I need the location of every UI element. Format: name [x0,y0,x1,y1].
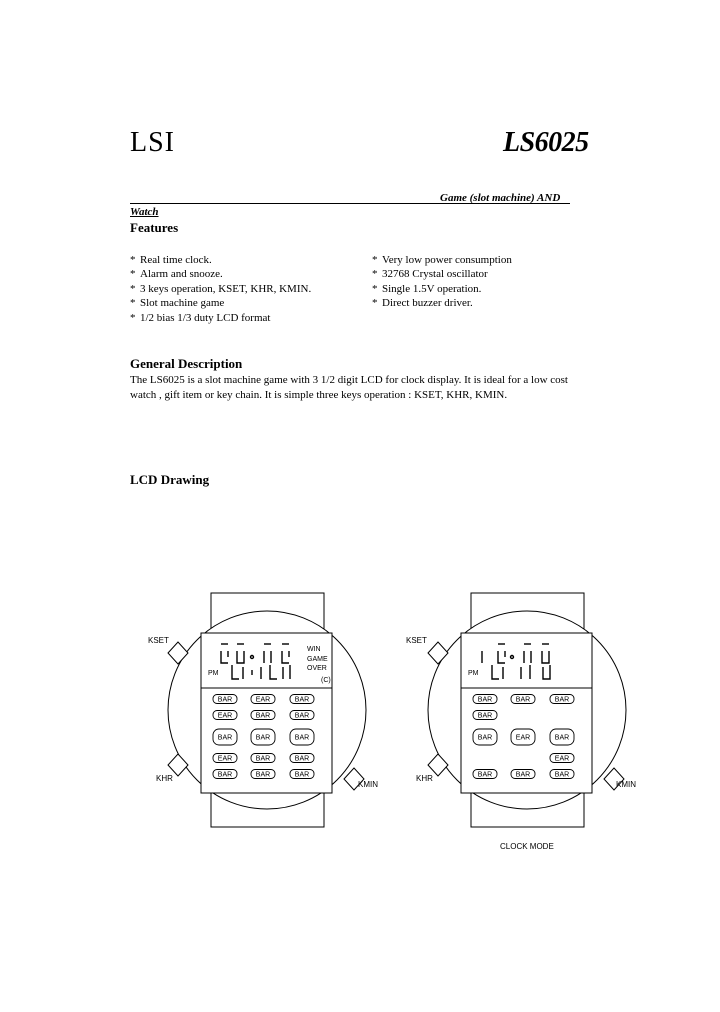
reel-symbol [550,770,574,779]
feature-item: * 3 keys operation, KSET, KHR, KMIN. [130,282,311,296]
reel-symbol [473,770,497,779]
reel-symbol-label: EAR [217,755,233,763]
kmin-label: KMIN [358,780,378,789]
lcd-drawing-heading: LCD Drawing [130,472,210,487]
reel-symbol [550,695,574,704]
kset-label: KSET [148,636,169,645]
reel-symbol [550,729,574,745]
general-description-heading: General Description [130,356,243,371]
reel-symbol [251,695,275,704]
reel-symbol-label: BAR [217,734,233,742]
reel-symbol-label: BAR [255,771,271,779]
reel-symbol-label: EAR [255,696,271,704]
reel-symbol [251,770,275,779]
reel-symbol-label: BAR [554,734,570,742]
khr-label: KHR [416,774,433,783]
lsi-header-left: LSI [130,127,175,158]
clock-mode-caption: CLOCK MODE [500,842,554,851]
general-description-text: The LS6025 is a slot machine game with 3 1/2 digit LCD for clock display. It is ideal for a low cost watch , gift item or key chain. It is simple three keys operation : KSET, KHR, KMIN. [130,374,568,401]
reel-symbol-label: BAR [255,755,271,763]
reel-symbol [511,695,535,704]
feature-item: * 1/2 bias 1/3 duty LCD format [130,311,311,325]
kmin-label: KMIN [616,780,636,789]
features-list-left [130,253,311,325]
pm-indicator: PM [208,670,219,677]
reel-symbol-label: BAR [554,771,570,779]
feature-item: * Direct buzzer driver. [372,296,512,310]
reel-symbol [290,711,314,720]
reel-symbol-label: BAR [477,696,493,704]
reel-symbol [251,711,275,720]
reel-symbol-label: BAR [515,771,531,779]
reel-symbol-label: EAR [515,734,531,742]
reel-symbol-label: BAR [294,734,310,742]
c-indicator: (C) [321,677,331,684]
reel-symbol-label: BAR [294,755,310,763]
reel-symbol-label: BAR [477,771,493,779]
reel-symbol-label: BAR [294,712,310,720]
reel-symbol-label: BAR [255,734,271,742]
feature-item: * Single 1.5V operation. [372,282,512,296]
reel-symbol [290,729,314,745]
reel-symbol [213,711,237,720]
feature-item: * Slot machine game [130,296,311,310]
features-heading: Features [130,220,179,235]
reel-symbol [213,729,237,745]
reel-symbol-label: BAR [217,696,233,704]
feature-item: * Alarm and snooze. [130,267,311,281]
reel-symbol [290,770,314,779]
reel-symbol-label: EAR [554,755,570,763]
header-rule [130,203,570,204]
reel-symbol-label: BAR [477,734,493,742]
reel-symbol [473,729,497,745]
kset-label: KSET [406,636,427,645]
part-number: LS6025 [503,127,589,158]
reel-symbol-label: BAR [515,696,531,704]
right-watch-drawing [400,585,640,855]
reel-symbol [473,711,497,720]
reel-symbol [511,729,535,745]
pm-indicator: PM [468,670,479,677]
win-indicator: WIN [307,646,321,653]
feature-item: * Very low power consumption [372,253,512,267]
khr-label: KHR [156,774,173,783]
reel-symbol [550,754,574,763]
feature-item: * 32768 Crystal oscillator [372,267,512,281]
reel-symbol [290,695,314,704]
reel-symbol-label: BAR [554,696,570,704]
reel-symbol [213,754,237,763]
reel-symbol-label: BAR [255,712,271,720]
subtitle-line2: Watch [130,206,159,218]
reel-symbol [213,695,237,704]
game-indicator: GAME [307,656,328,663]
reel-symbol [473,695,497,704]
reel-symbol [511,770,535,779]
over-indicator: OVER [307,665,327,672]
left-watch-drawing [140,585,380,835]
reel-symbol [290,754,314,763]
reel-symbol [213,770,237,779]
reel-symbol [251,729,275,745]
subtitle-line1: Game (slot machine) AND [440,192,561,204]
reel-symbol-label: BAR [294,696,310,704]
feature-item: * Real time clock. [130,253,311,267]
reel-symbol-label: EAR [217,712,233,720]
features-list-right [372,253,512,311]
reel-symbol [251,754,275,763]
reel-symbol-label: BAR [217,771,233,779]
reel-symbol-label: BAR [477,712,493,720]
reel-symbol-label: BAR [294,771,310,779]
